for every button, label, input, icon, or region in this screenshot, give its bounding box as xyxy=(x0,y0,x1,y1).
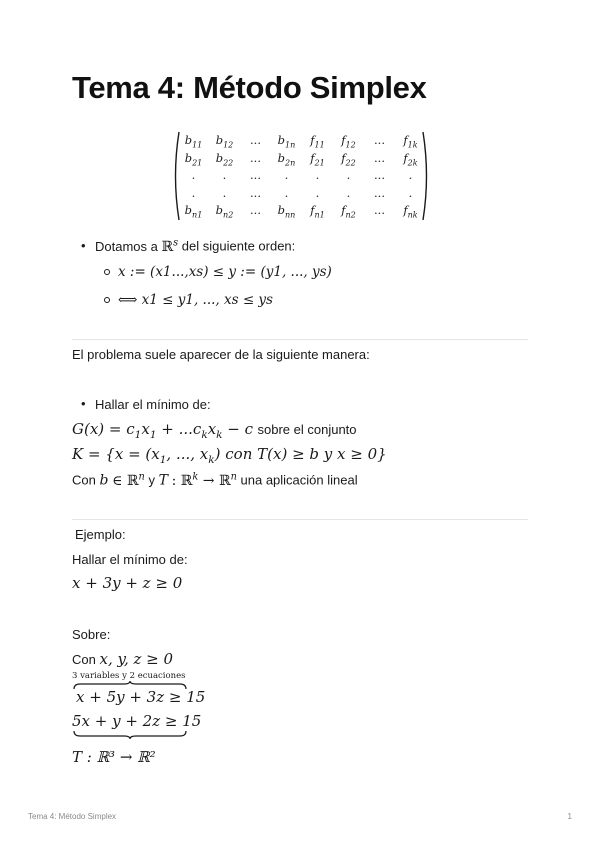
matrix-cell: . xyxy=(315,185,320,200)
matrix-cell: ... xyxy=(374,168,385,182)
order-definition: x := (x1...,xs) ≤ y := (y1, ..., ys) xyxy=(118,264,332,280)
matrix-cell: ... xyxy=(374,133,385,147)
coefficient-matrix xyxy=(172,130,430,222)
example-label: Ejemplo: xyxy=(75,527,126,542)
matrix-cell: ... xyxy=(374,150,385,165)
matrix-cell: . xyxy=(408,168,413,182)
matrix-cell: . xyxy=(315,168,320,182)
matrix-cell: $f_{21}$ xyxy=(310,150,325,167)
matrix-cell: . xyxy=(284,185,289,200)
example-sobre: Sobre: xyxy=(72,627,111,642)
order-intro-suffix: del siguiente orden: xyxy=(181,238,296,254)
matrix-cell: $f_{n1}$ xyxy=(310,203,325,220)
constraint-1: x + 5y + 3z ≥ 15 xyxy=(76,688,206,706)
matrix-cell: . xyxy=(346,185,351,200)
matrix-cell: $b_{12}$ xyxy=(215,133,234,150)
page-title: Tema 4: Método Simplex xyxy=(72,70,427,105)
matrix-cell: $b_{2n}$ xyxy=(277,150,296,167)
matrix-cell: ... xyxy=(250,150,261,165)
matrix-cell: ... xyxy=(374,185,385,200)
order-intro-prefix: Dotamos a xyxy=(95,238,158,254)
matrix-cell: $b_{nn}$ xyxy=(277,203,296,220)
matrix-cell: $f_{22}$ xyxy=(341,150,356,167)
matrix-cell: . xyxy=(346,168,351,182)
matrix-cell: $f_{2k}$ xyxy=(403,150,418,167)
order-equivalence: ⟺ x1 ≤ y1, ..., xs ≤ ys xyxy=(118,292,273,308)
divider-2 xyxy=(72,519,528,520)
problem-bullet-text: Hallar el mínimo de: xyxy=(95,397,211,412)
matrix-cell: . xyxy=(408,185,413,200)
footer-title: Tema 4: Método Simplex xyxy=(28,812,117,821)
feasible-set: $K = \{x = (x_1$, ..., $x_k$) con T(x) ≥ b y x ≥ 0} xyxy=(72,445,387,466)
lineal-suffix: una aplicación lineal xyxy=(240,472,358,488)
matrix-cell: $b_{n1}$ xyxy=(184,203,203,220)
matrix-cell: ... xyxy=(250,203,261,217)
objective-function: $G(x) = c_1x_1 + ...c_kx_k - c$ sobre el conjunto xyxy=(72,420,357,441)
y-word: y xyxy=(148,472,155,488)
divider-1 xyxy=(72,339,528,340)
matrix-cell: ... xyxy=(374,203,385,217)
linear-map-line: Con b ∈ ℝ$^n$ y T : ℝ$^k$ → ℝ$^n$ una aplicación lineal xyxy=(72,471,358,489)
example-nonneg xyxy=(72,650,173,668)
matrix-cells xyxy=(178,132,426,220)
footer-page-number: 1 xyxy=(567,812,572,821)
matrix-cell: $f_{1k}$ xyxy=(403,133,418,150)
matrix-cell: . xyxy=(284,168,289,182)
matrix-cell: $b_{22}$ xyxy=(215,150,234,167)
brace-note: 3 variables y 2 ecuaciones xyxy=(72,671,186,681)
constraint-system xyxy=(72,681,206,743)
matrix-cell: $f_{nk}$ xyxy=(403,203,418,220)
matrix-cell: $b_{21}$ xyxy=(184,150,203,167)
matrix-cell: $b_{1n}$ xyxy=(277,133,296,150)
example-objective: x + 3y + z ≥ 0 xyxy=(72,574,183,592)
example-con-vars: x, y, z ≥ 0 xyxy=(99,650,174,668)
matrix-cell: ... xyxy=(250,185,261,200)
objective-suffix: sobre el conjunto xyxy=(257,422,357,437)
problem-intro: El problema suele aparecer de la siguiente manera: xyxy=(72,347,370,362)
example-con-prefix: Con xyxy=(72,652,96,667)
k-con-word: con xyxy=(225,445,253,463)
matrix-cell: $f_{11}$ xyxy=(310,133,325,150)
matrix-cell: $f_{12}$ xyxy=(341,133,356,150)
matrix-cell: . xyxy=(222,185,227,200)
matrix-cell: ... xyxy=(250,168,261,182)
order-line-1 xyxy=(118,263,332,281)
matrix-cell: . xyxy=(222,168,227,182)
matrix-cell: . xyxy=(191,185,196,200)
matrix-cell: $f_{n2}$ xyxy=(341,203,356,220)
order-line-2 xyxy=(118,291,273,309)
order-bullet: • Dotamos a ℝ$^s$ del siguiente orden: xyxy=(95,237,295,255)
matrix-cell: $b_{n2}$ xyxy=(215,203,234,220)
con-prefix: Con xyxy=(72,472,96,488)
matrix-cell: . xyxy=(191,168,196,182)
problem-bullet xyxy=(95,397,211,412)
constraint-2: 5x + y + 2z ≥ 15 xyxy=(72,712,202,730)
example-map: T : ℝ³ → ℝ² xyxy=(72,748,156,766)
example-hallar: Hallar el mínimo de: xyxy=(72,552,188,567)
matrix-cell: ... xyxy=(250,133,261,147)
matrix-cell: $b_{11}$ xyxy=(184,133,203,150)
